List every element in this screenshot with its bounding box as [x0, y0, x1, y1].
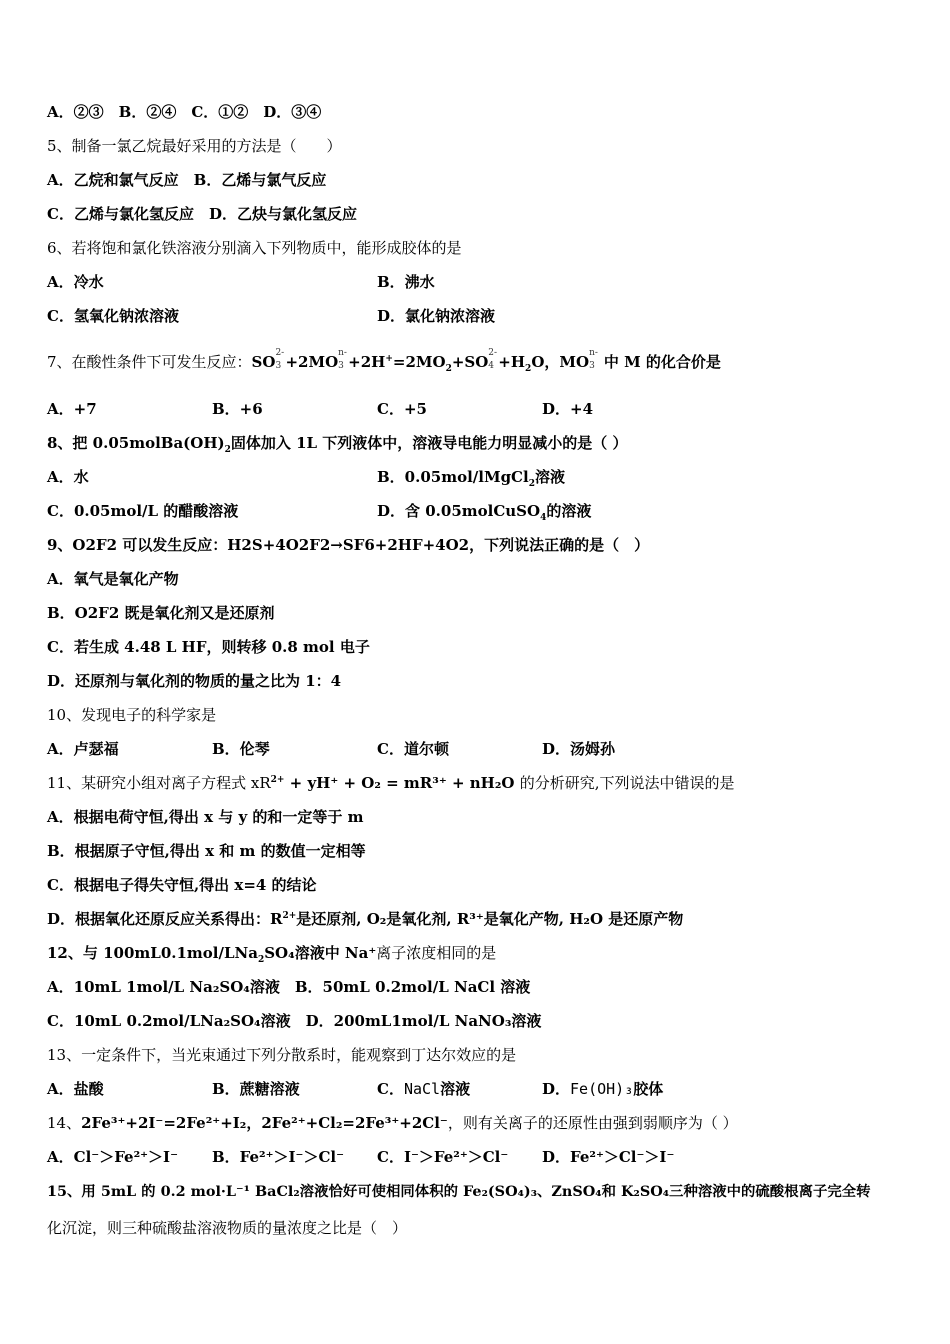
q7-prefix: 7、在酸性条件下可发生反应： — [47, 353, 252, 371]
q11-option-c: C．根据电子得失守恒,得出 x=4 的结论 — [47, 876, 317, 894]
q11-option-b: B．根据原子守恒,得出 x 和 m 的数值一定相等 — [47, 842, 366, 860]
q10-stem: 10、发现电子的科学家是 — [47, 706, 217, 724]
q12-stem: 12、与 100mL0.1mol/LNa$_2$SO₄溶液中 Na⁺离子浓度相同的是 — [47, 944, 497, 965]
q7-charge-so3: 2- 3 — [275, 348, 285, 371]
q9-option-b: B．O2F2 既是氧化剂又是还原剂 — [47, 604, 275, 622]
q13-option-d: D．Fe(OH)₃胶体 — [542, 1080, 664, 1098]
q14-equation: 2Fe³⁺+2I⁻=2Fe²⁺+I₂，2Fe²⁺+Cl₂=2Fe³⁺+2Cl⁻ — [81, 1114, 448, 1132]
q7-suffix: 中 M 的化合价是 — [603, 353, 721, 371]
q5-options-cd: C．乙烯与氯化氢反应 D．乙炔与氯化氢反应 — [47, 205, 357, 223]
q11-equation: + yH⁺ + O₂ = mR³⁺ + nH₂O — [284, 774, 520, 792]
q7-eq-h2o: +H — [498, 353, 526, 371]
q7-eq-mo3: O，MO — [531, 353, 590, 371]
q5-options-ab: A．乙烷和氯气反应 B．乙烯与氯气反应 — [47, 171, 327, 189]
q4-options: A．②③ B．②④ C．①② D．③④ — [47, 103, 322, 121]
q7-stem: 7、在酸性条件下可发生反应：SO 2- 3 +2MO n- 3 $+2H^+=2MO_2+SO$ 2- 4 $+H_2O$，MO n- 3 中 M 的化合价是 — [47, 348, 721, 374]
q11-stem: 11、某研究小组对离子方程式 $xR^{2+} + yH^+ + O_2 = mR^{3+} + nH_2O$ 的分析研究,下列说法中错误的是 — [47, 774, 735, 792]
q11-option-a: A．根据电荷守恒,得出 x 与 y 的和一定等于 m — [47, 808, 364, 826]
q7-charge-mo3: n- 3 — [338, 348, 347, 371]
q9-option-c: C．若生成 4.48 L HF，则转移 0.8 mol 电子 — [47, 638, 370, 656]
q11-option-d: D．根据氧化还原反应关系得出：$R^{2+}$是还原剂, O₂是氧化剂, R³⁺是氧化产物, H₂O 是还原产物 — [47, 910, 684, 928]
q8-stem: 8、把 $0.05molBa(OH)_2$固体加入 1L 下列液体中，溶液导电能力明显减小的是（ ） — [47, 434, 628, 455]
q8-suffix: 固体加入 1L 下列液体中，溶液导电能力明显减小的是（ ） — [230, 434, 628, 452]
q7-option-d: D．+4 — [542, 400, 594, 418]
q7-eq-so3: SO — [251, 353, 276, 371]
q7-charge-mo3-b: n- 3 — [589, 348, 598, 371]
q14-option-b: B．Fe²⁺＞I⁻＞Cl⁻ — [212, 1148, 345, 1166]
q8-option-b: B．0.05mol/lMgCl$_2$溶液 — [377, 468, 565, 489]
q6-option-d: D．氯化钠浓溶液 — [377, 307, 496, 325]
q6-stem: 6、若将饱和氯化铁溶液分别滴入下列物质中，能形成胶体的是 — [47, 239, 462, 257]
q6-option-b: B．沸水 — [377, 273, 435, 291]
q15-stem-line2: 化沉淀，则三种硫酸盐溶液物质的量浓度之比是（ ） — [47, 1219, 408, 1237]
q10-option-a: A．卢瑟福 — [47, 740, 119, 758]
q6-option-a: A．冷水 — [47, 273, 104, 291]
q14-option-d: D．Fe²⁺＞Cl⁻＞I⁻ — [542, 1148, 675, 1166]
q9-option-a: A．氧气是氧化产物 — [47, 570, 179, 588]
q13-option-a: A．盐酸 — [47, 1080, 104, 1098]
q5-stem: 5、制备一氯乙烷最好采用的方法是（ ） — [47, 137, 342, 155]
q14-option-c: C．I⁻＞Fe²⁺＞Cl⁻ — [377, 1148, 509, 1166]
q9-option-d: D．还原剂与氧化剂的物质的量之比为 1：4 — [47, 672, 342, 690]
q7-charge-so4: 2- 4 — [488, 348, 498, 371]
q13-option-c: C．NaCl溶液 — [377, 1080, 471, 1098]
q8-prefix: 8、把 0.05molBa(OH) — [47, 434, 225, 452]
q8-option-a: A．水 — [47, 468, 89, 486]
q12-options-ab: A．10mL 1mol/L Na₂SO₄溶液 B．50mL 0.2mol/L NaCl 溶液 — [47, 978, 531, 996]
q9-stem: 9、O2F2 可以发生反应：H2S+4O2F2→SF6+2HF+4O2，下列说法正确的是（ ） — [47, 536, 650, 554]
q13-option-b: B．蔗糖溶液 — [212, 1080, 300, 1098]
q7-eq-2mo3: +2MO — [285, 353, 339, 371]
q8-option-c: C．0.05mol/L 的醋酸溶液 — [47, 502, 239, 520]
q10-option-c: C．道尔顿 — [377, 740, 449, 758]
q7-option-a: A．+7 — [47, 400, 97, 418]
q15-stem-line1: 15、用 5mL 的 0.2 mol·L⁻¹ BaCl₂溶液恰好可使相同体积的 Fe₂(SO₄)₃、ZnSO₄和 K₂SO₄三种溶液中的硫酸根离子完全转 — [47, 1183, 871, 1200]
q14-option-a: A．Cl⁻＞Fe²⁺＞I⁻ — [47, 1148, 178, 1166]
q6-option-c: C．氢氧化钠浓溶液 — [47, 307, 179, 325]
q10-option-d: D．汤姆孙 — [542, 740, 616, 758]
q7-eq-so4: +SO — [451, 353, 489, 371]
q13-stem: 13、一定条件下，当光束通过下列分散系时，能观察到丁达尔效应的是 — [47, 1046, 517, 1064]
q14-stem: 14、2Fe³⁺+2I⁻=2Fe²⁺+I₂，2Fe²⁺+Cl₂=2Fe³⁺+2Cl⁻，则有关离子的还原性由强到弱顺序为（ ） — [47, 1114, 738, 1132]
q7-option-c: C．+5 — [377, 400, 427, 418]
q8-option-d: D．含 0.05molCuSO$_4$的溶液 — [377, 502, 592, 523]
q10-option-b: B．伦琴 — [212, 740, 270, 758]
q7-eq-2h: +2H — [348, 353, 386, 371]
q7-eq-2mo2: =2MO — [392, 353, 446, 371]
q7-option-b: B．+6 — [212, 400, 263, 418]
q12-options-cd: C．10mL 0.2mol/LNa₂SO₄溶液 D．200mL1mol/L NaNO₃溶液 — [47, 1012, 542, 1030]
